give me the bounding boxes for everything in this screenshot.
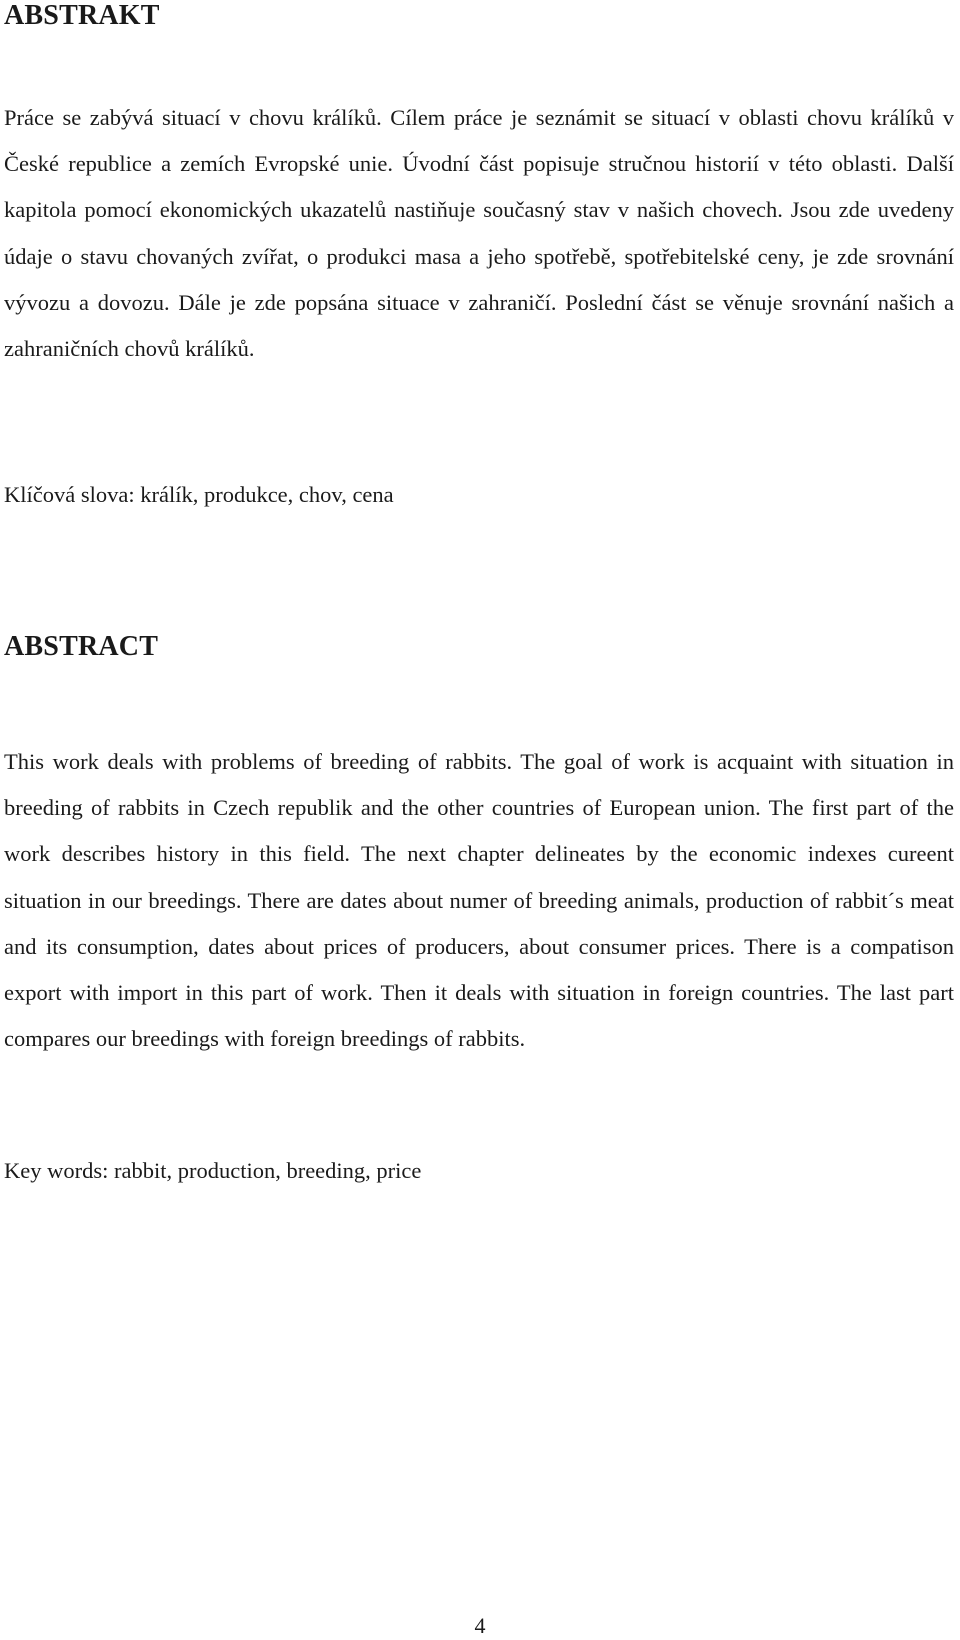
english-abstract-heading: ABSTRACT bbox=[4, 631, 159, 662]
page-number: 4 bbox=[474, 1613, 486, 1638]
english-keywords: Key words: rabbit, production, breeding, price bbox=[4, 1158, 422, 1183]
english-abstract-body: This work deals with problems of breeding of rabbits. The goal of work is acquaint with situation in breeding of rabbits in Czech republik and the other countries of European union. The first part of the work describes history in this field. The next chapter delineates by the economic indexes cureent situation in our breedings. There are dates about numer of breeding animals, production of rabbit´s meat and its consumption, dates about prices of producers, about consumer prices. There is a compatison export with import in this part of work. Then it deals with situation in foreign countries. The last part compares our breedings with foreign breedings of rabbits. bbox=[4, 749, 954, 1052]
czech-abstract-body: Práce se zabývá situací v chovu králíků. Cílem práce je seznámit se situací v oblasti chovu králíků v České republice a zemích Evropské unie. Úvodní část popisuje stručnou historií v této oblasti. Další kapitola pomocí ekonomických ukazatelů nastiňuje současný stav v našich chovech. Jsou zde uvedeny údaje o stavu chovaných zvířat, o produkci masa a jeho spotřebě, spotřebitelské ceny, je zde srovnání vývozu a dovozu. Dále je zde popsána situace v zahraničí. Poslední část se věnuje srovnání našich a zahraničních chovů králíků. bbox=[4, 105, 954, 362]
czech-keywords: Klíčová slova: králík, produkce, chov, cena bbox=[4, 482, 394, 507]
czech-abstract-heading: ABSTRAKT bbox=[4, 0, 160, 31]
